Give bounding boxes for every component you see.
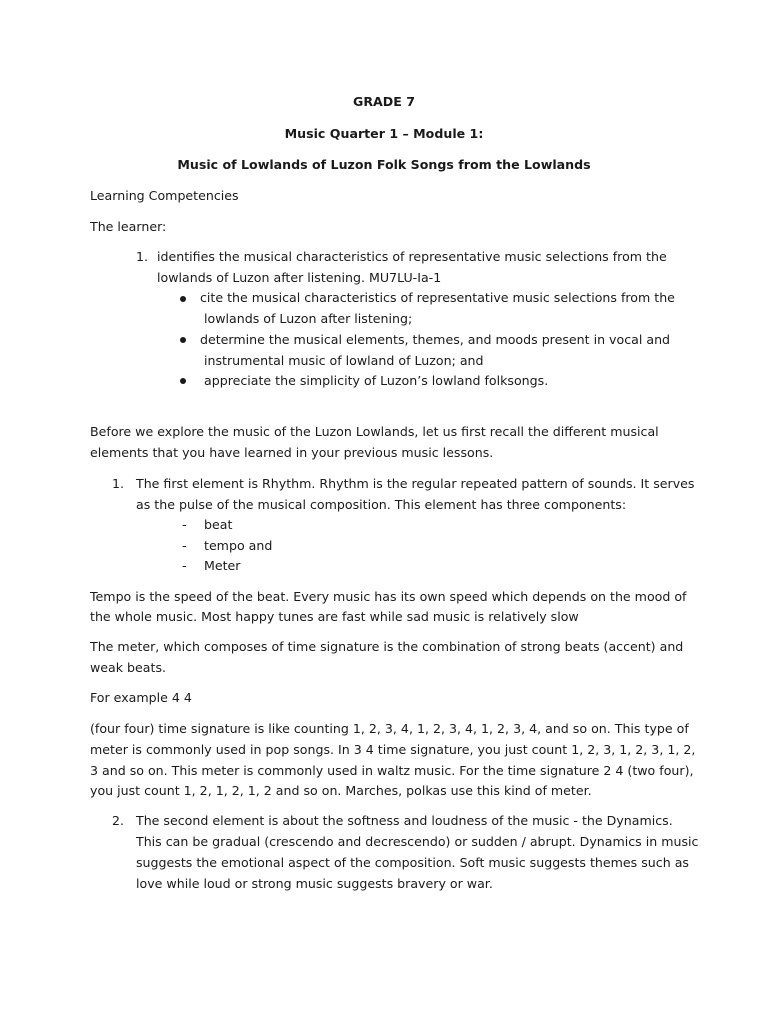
dash-marker: - (182, 517, 187, 532)
element-text: suggests the emotional aspect of the composition. Soft music suggests themes such as (136, 855, 689, 870)
time-signature-paragraph: you just count 1, 2, 1, 2, 1, 2 and so on. Marches, polkas use this kind of meter. (90, 783, 592, 798)
competency-item-text: lowlands of Luzon after listening. MU7LU-Ia-1 (157, 270, 442, 285)
competency-item-number: 1. (136, 249, 149, 264)
dash-marker: - (182, 538, 187, 553)
competency-bullet-text: lowlands of Luzon after listening; (204, 311, 413, 326)
element-text: The first element is Rhythm. Rhythm is the regular repeated pattern of sounds. It serves (136, 476, 695, 491)
time-signature-paragraph: meter is commonly used in pop songs. In 3 4 time signature, you just count 1, 2, 3, 1, 2, 3, 1, 2, (90, 742, 696, 757)
competency-bullet-text: determine the musical elements, themes, and moods present in vocal and (200, 332, 671, 347)
bullet-icon (180, 296, 186, 302)
competency-bullet-text: cite the musical characteristics of representative music selections from the (200, 290, 675, 305)
meter-paragraph: weak beats. (90, 660, 167, 675)
intro-paragraph: elements that you have learned in your previous music lessons. (90, 445, 494, 460)
time-signature-paragraph: (four four) time signature is like counting 1, 2, 3, 4, 1, 2, 3, 4, 1, 2, 3, 4, and so on. This type of (90, 721, 689, 736)
competencies-heading: Learning Competencies (90, 188, 239, 203)
element-text: as the pulse of the musical composition. This element has three components: (136, 497, 627, 512)
learner-intro: The learner: (90, 219, 167, 234)
competency-item-text: identifies the musical characteristics of representative music selections from the (157, 249, 667, 264)
document-title: Music of Lowlands of Luzon Folk Songs from the Lowlands (177, 157, 591, 172)
tempo-paragraph: the whole music. Most happy tunes are fast while sad music is relatively slow (90, 609, 579, 624)
tempo-paragraph: Tempo is the speed of the beat. Every music has its own speed which depends on the mood of (90, 589, 687, 604)
example-line: For example 4 4 (90, 690, 192, 705)
component-item: Meter (204, 558, 241, 573)
bullet-icon (180, 337, 186, 343)
element-text: The second element is about the softness and loudness of the music - the Dynamics. (136, 813, 673, 828)
time-signature-paragraph: 3 and so on. This meter is commonly used in waltz music. For the time signature 2 4 (two four), (90, 763, 694, 778)
module-heading: Music Quarter 1 – Module 1: (284, 126, 484, 141)
element-number: 1. (112, 476, 125, 491)
grade-heading: GRADE 7 (353, 94, 415, 109)
bullet-icon (180, 378, 186, 384)
competency-bullet-text: instrumental music of lowland of Luzon; and (204, 353, 484, 368)
competency-bullet-text: appreciate the simplicity of Luzon’s lowland folksongs. (204, 373, 549, 388)
element-text: This can be gradual (crescendo and decrescendo) or sudden / abrupt. Dynamics in music (136, 834, 699, 849)
dash-marker: - (182, 558, 187, 573)
element-text: love while loud or strong music suggests bravery or war. (136, 876, 493, 891)
component-item: tempo and (204, 538, 273, 553)
meter-paragraph: The meter, which composes of time signature is the combination of strong beats (accent) and (90, 639, 684, 654)
element-number: 2. (112, 813, 125, 828)
intro-paragraph: Before we explore the music of the Luzon Lowlands, let us first recall the different musical (90, 424, 659, 439)
component-item: beat (204, 517, 233, 532)
